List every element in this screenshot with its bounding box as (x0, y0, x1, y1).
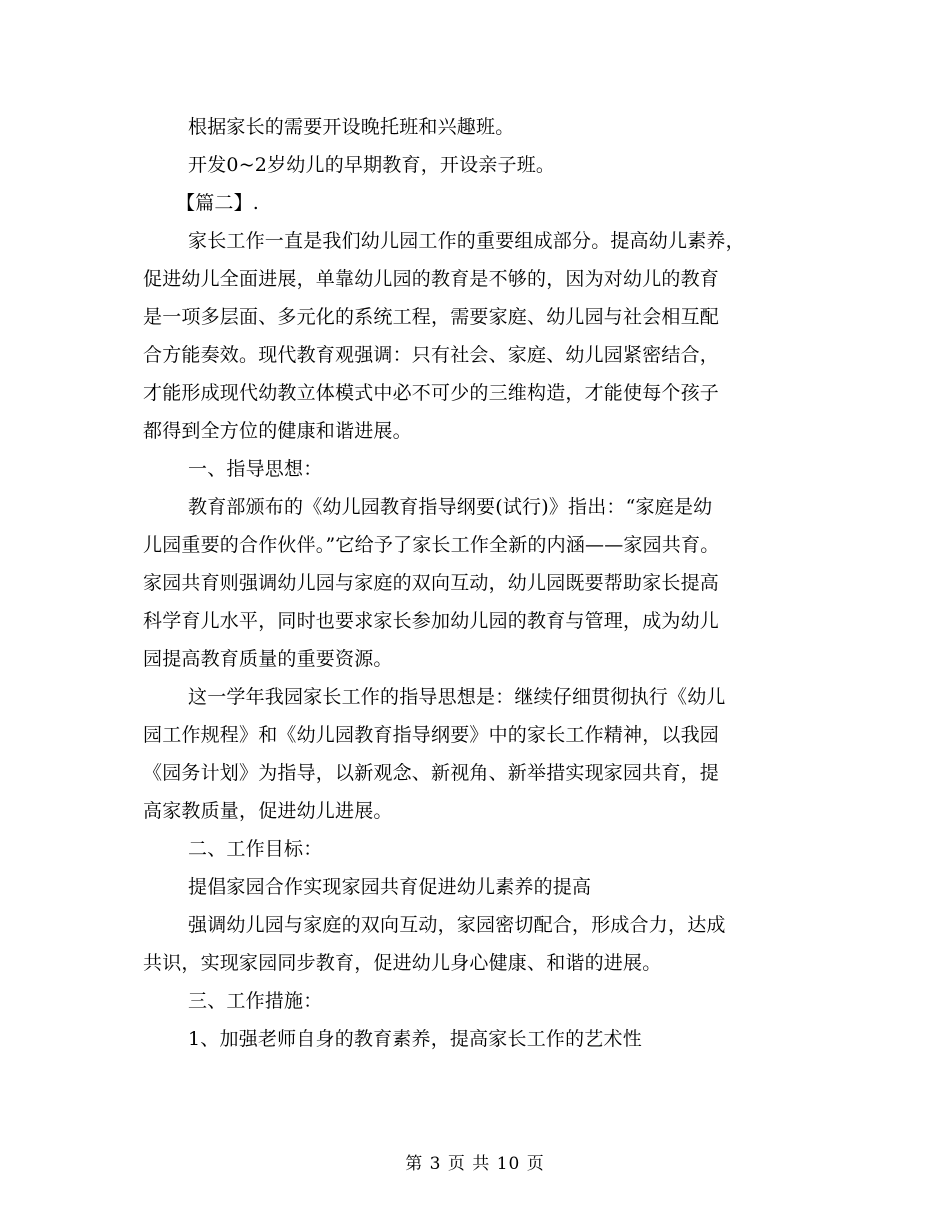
paragraph-line: 根据家长的需要开设晚托班和兴趣班。 (188, 116, 515, 138)
paragraph-line: 共识，实现家园同步教育，促进幼儿身心健康、和谐的进展。 (143, 952, 662, 974)
section-marker: 【篇二】. (176, 192, 260, 214)
paragraph-line: 教育部颁布的《幼儿园教育指导纲要(试行)》指出：“家庭是幼 (188, 496, 713, 518)
paragraph-line: 是一项多层面、多元化的系统工程，需要家庭、幼儿园与社会相互配 (143, 306, 720, 328)
paragraph-line: 强调幼儿园与家庭的双向互动，家园密切配合，形成合力，达成 (188, 914, 726, 936)
paragraph-line: 高家教质量，促进幼儿进展。 (143, 800, 393, 822)
paragraph-line: 这一学年我园家长工作的指导思想是：继续仔细贯彻执行《幼儿 (188, 686, 726, 708)
section-heading: 一、指导思想： (188, 458, 323, 480)
paragraph-line: 家长工作一直是我们幼儿园工作的重要组成部分。提高幼儿素养， (188, 230, 745, 252)
paragraph-line: 都得到全方位的健康和谐进展。 (143, 420, 412, 442)
paragraph-line: 1、加强老师自身的教育素养，提高家长工作的艺术性 (188, 1028, 642, 1050)
section-heading: 二、工作目标： (188, 838, 323, 860)
paragraph-line: 儿园重要的合作伙伴。”它给予了家长工作全新的内涵——家园共育。 (143, 534, 720, 556)
paragraph-line: 园提高教育质量的重要资源。 (143, 648, 393, 670)
paragraph-line: 才能形成现代幼教立体模式中必不可少的三维构造，才能使每个孩子 (143, 382, 720, 404)
paragraph-line: 提倡家园合作实现家园共育促进幼儿素养的提高 (188, 876, 592, 898)
section-heading: 三、工作措施： (188, 990, 323, 1012)
paragraph-line: 《园务计划》为指导，以新观念、新视角、新举措实现家园共育，提 (143, 762, 720, 784)
paragraph-line: 开发0~2岁幼儿的早期教育，开设亲子班。 (188, 154, 556, 176)
paragraph-line: 科学育儿水平，同时也要求家长参加幼儿园的教育与管理，成为幼儿 (143, 610, 720, 632)
page-number-footer: 第 3 页 共 10 页 (405, 1154, 545, 1174)
paragraph-line: 家园共育则强调幼儿园与家庭的双向互动，幼儿园既要帮助家长提高 (143, 572, 720, 594)
paragraph-line: 园工作规程》和《幼儿园教育指导纲要》中的家长工作精神，以我园 (143, 724, 720, 746)
paragraph-line: 促进幼儿全面进展，单靠幼儿园的教育是不够的，因为对幼儿的教育 (143, 268, 720, 290)
paragraph-line: 合方能奏效。现代教育观强调：只有社会、家庭、幼儿园紧密结合， (143, 344, 720, 366)
